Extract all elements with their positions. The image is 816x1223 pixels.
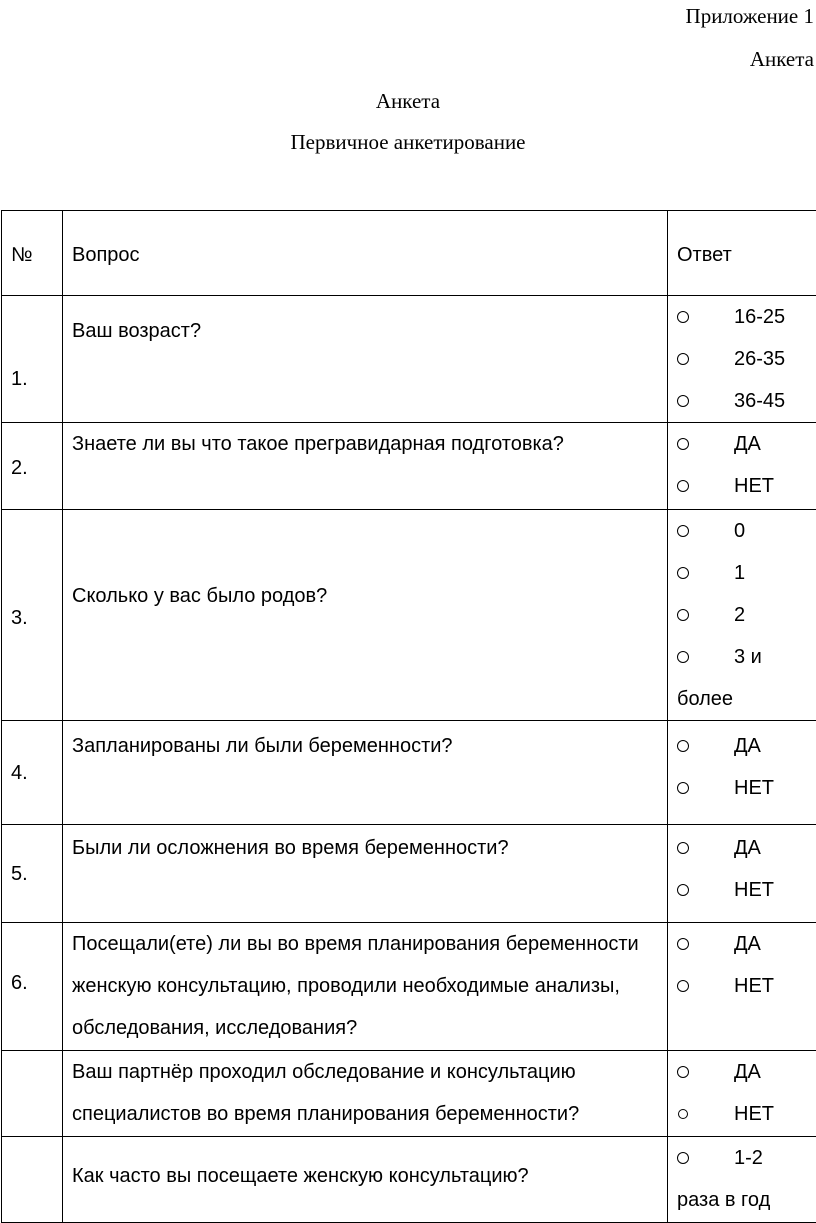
answer-options — [668, 510, 816, 721]
answer-options — [668, 1137, 816, 1223]
radio-option[interactable]: 1 — [677, 552, 816, 594]
radio-circle-icon[interactable] — [677, 609, 689, 621]
header-number: № — [2, 211, 63, 296]
radio-circle-icon[interactable] — [677, 567, 689, 579]
appendix-label: Приложение 1 — [685, 4, 814, 28]
radio-circle-icon[interactable] — [677, 480, 689, 492]
answer-options — [668, 825, 816, 923]
row-number: 4. — [2, 721, 63, 825]
answer-options — [668, 923, 816, 1051]
option-continuation: более — [677, 688, 734, 710]
radio-circle-icon[interactable] — [677, 842, 689, 854]
radio-circle-icon[interactable] — [677, 980, 689, 992]
table-row — [2, 510, 816, 721]
question-text: Ваш партнёр проходил обследование и консультацию специалистов во время планирования беременности? — [63, 1051, 668, 1137]
radio-option[interactable]: 16-25 — [677, 296, 816, 338]
radio-option[interactable]: ДА — [677, 423, 816, 465]
question-text: Знаете ли вы что такое прегравидарная подготовка? — [63, 423, 668, 510]
table-header-row — [2, 211, 816, 296]
question-text: Ваш возраст? — [63, 296, 668, 423]
radio-option[interactable]: ДА — [677, 1051, 816, 1093]
table-row — [2, 721, 816, 825]
row-number — [2, 1051, 63, 1137]
radio-option[interactable]: НЕТ — [677, 465, 816, 507]
option-continuation: раза в год — [677, 1189, 771, 1211]
radio-circle-icon[interactable] — [677, 353, 689, 365]
table-row — [2, 296, 816, 423]
radio-option[interactable]: 0 — [677, 510, 816, 552]
table-row — [2, 923, 816, 1051]
row-number: 5. — [2, 825, 63, 923]
document-subtitle: Первичное анкетирование — [290, 130, 526, 154]
document-title: Анкета — [375, 89, 441, 113]
radio-circle-icon[interactable] — [677, 651, 689, 663]
radio-option[interactable]: ДА — [677, 725, 816, 767]
radio-option[interactable]: 26-35 — [677, 338, 816, 380]
radio-option[interactable]: 2 — [677, 594, 816, 636]
radio-option[interactable]: ДА — [677, 923, 816, 965]
radio-circle-icon[interactable] — [677, 740, 689, 752]
table-row — [2, 825, 816, 923]
row-number — [2, 1137, 63, 1223]
header-question: Вопрос — [63, 211, 668, 296]
question-text: Сколько у вас было родов? — [63, 510, 668, 721]
radio-circle-icon[interactable] — [677, 525, 689, 537]
radio-circle-icon[interactable] — [677, 311, 689, 323]
radio-option[interactable]: НЕТ — [677, 1093, 816, 1135]
answer-options — [668, 1051, 816, 1137]
radio-circle-icon[interactable] — [677, 395, 689, 407]
radio-circle-icon[interactable] — [678, 1109, 688, 1119]
radio-option[interactable]: НЕТ — [677, 965, 816, 1007]
radio-option[interactable]: 3 и — [677, 636, 816, 678]
radio-option[interactable]: НЕТ — [677, 869, 816, 911]
question-text: Были ли осложнения во время беременности? — [63, 825, 668, 923]
questionnaire-table — [1, 210, 816, 1223]
radio-option[interactable]: НЕТ — [677, 767, 816, 809]
row-number: 2. — [2, 423, 63, 510]
radio-circle-icon[interactable] — [677, 938, 689, 950]
row-number: 3. — [2, 510, 63, 721]
radio-circle-icon[interactable] — [677, 782, 689, 794]
question-text: Запланированы ли были беременности? — [63, 721, 668, 825]
radio-option[interactable]: ДА — [677, 827, 816, 869]
answer-options — [668, 721, 816, 825]
table-row — [2, 1137, 816, 1223]
row-number: 6. — [2, 923, 63, 1051]
radio-circle-icon[interactable] — [677, 884, 689, 896]
question-text: Как часто вы посещаете женскую консультацию? — [63, 1137, 668, 1223]
question-text: Посещали(ете) ли вы во время планирования беременности женскую консультацию, проводили необходимые анализы, обследования, исследования? — [63, 923, 668, 1051]
radio-circle-icon[interactable] — [677, 1152, 689, 1164]
header-answer: Ответ — [668, 211, 816, 296]
table-row — [2, 1051, 816, 1137]
row-number: 1. — [2, 296, 63, 423]
radio-circle-icon[interactable] — [677, 1066, 689, 1078]
table-row — [2, 423, 816, 510]
answer-options — [668, 296, 816, 423]
radio-option[interactable]: 1-2 — [677, 1137, 816, 1179]
radio-circle-icon[interactable] — [677, 438, 689, 450]
form-label: Анкета — [749, 47, 814, 71]
answer-options — [668, 423, 816, 510]
radio-option[interactable]: 36-45 — [677, 380, 816, 422]
